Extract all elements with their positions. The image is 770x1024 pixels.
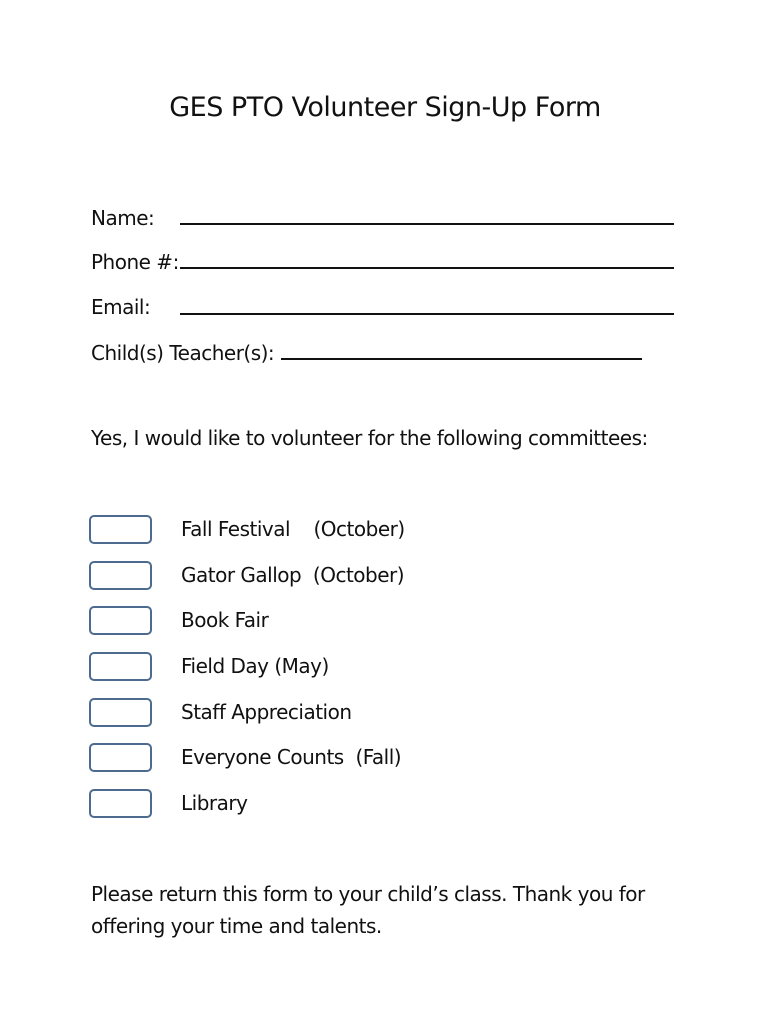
teacher-field xyxy=(91,335,274,365)
committee-label: Book Fair xyxy=(181,608,269,633)
email-input-line[interactable] xyxy=(180,313,674,315)
committee-label: Field Day (May) xyxy=(181,654,329,679)
checkbox-book-fair[interactable] xyxy=(89,606,152,635)
checkbox-field-day[interactable] xyxy=(89,652,152,681)
checkbox-fall-festival[interactable] xyxy=(89,515,152,544)
closing-line-1: Please return this form to your child’s class. Thank you for xyxy=(91,882,645,906)
committee-label: Gator Gallop (October) xyxy=(181,562,405,587)
email-field xyxy=(91,289,150,319)
checkbox-everyone-counts[interactable] xyxy=(89,743,152,772)
committee-item-staff-appreciation xyxy=(89,698,589,744)
name-label: Name: xyxy=(91,206,155,230)
teacher-input-line[interactable] xyxy=(281,358,642,360)
email-label: Email: xyxy=(91,295,151,319)
committee-label: Everyone Counts (Fall) xyxy=(181,745,402,770)
committee-item-book-fair xyxy=(89,606,589,652)
phone-label: Phone #: xyxy=(91,250,179,274)
committee-label: Staff Appreciation xyxy=(181,699,352,724)
closing-message xyxy=(91,878,691,942)
checkbox-staff-appreciation[interactable] xyxy=(89,698,152,727)
checkbox-gator-gallop[interactable] xyxy=(89,561,152,590)
committee-item-library xyxy=(89,789,589,835)
form-title: GES PTO Volunteer Sign-Up Form xyxy=(169,92,601,123)
committee-item-everyone-counts xyxy=(89,743,589,789)
checkbox-library[interactable] xyxy=(89,789,152,818)
closing-line-2: offering your time and talents. xyxy=(91,914,382,938)
phone-field xyxy=(91,244,179,274)
committee-item-gator-gallop xyxy=(89,561,589,607)
committee-item-fall-festival xyxy=(89,515,589,561)
committee-label: Fall Festival (October) xyxy=(181,517,405,541)
teacher-label: Child(s) Teacher(s): xyxy=(91,341,275,365)
committee-item-field-day xyxy=(89,652,589,698)
committees-intro: Yes, I would like to volunteer for the following committees: xyxy=(91,426,648,450)
name-input-line[interactable] xyxy=(180,223,674,225)
committee-label: Library xyxy=(181,791,248,816)
phone-input-line[interactable] xyxy=(180,267,674,269)
name-field xyxy=(91,200,154,230)
committee-list xyxy=(89,515,589,835)
